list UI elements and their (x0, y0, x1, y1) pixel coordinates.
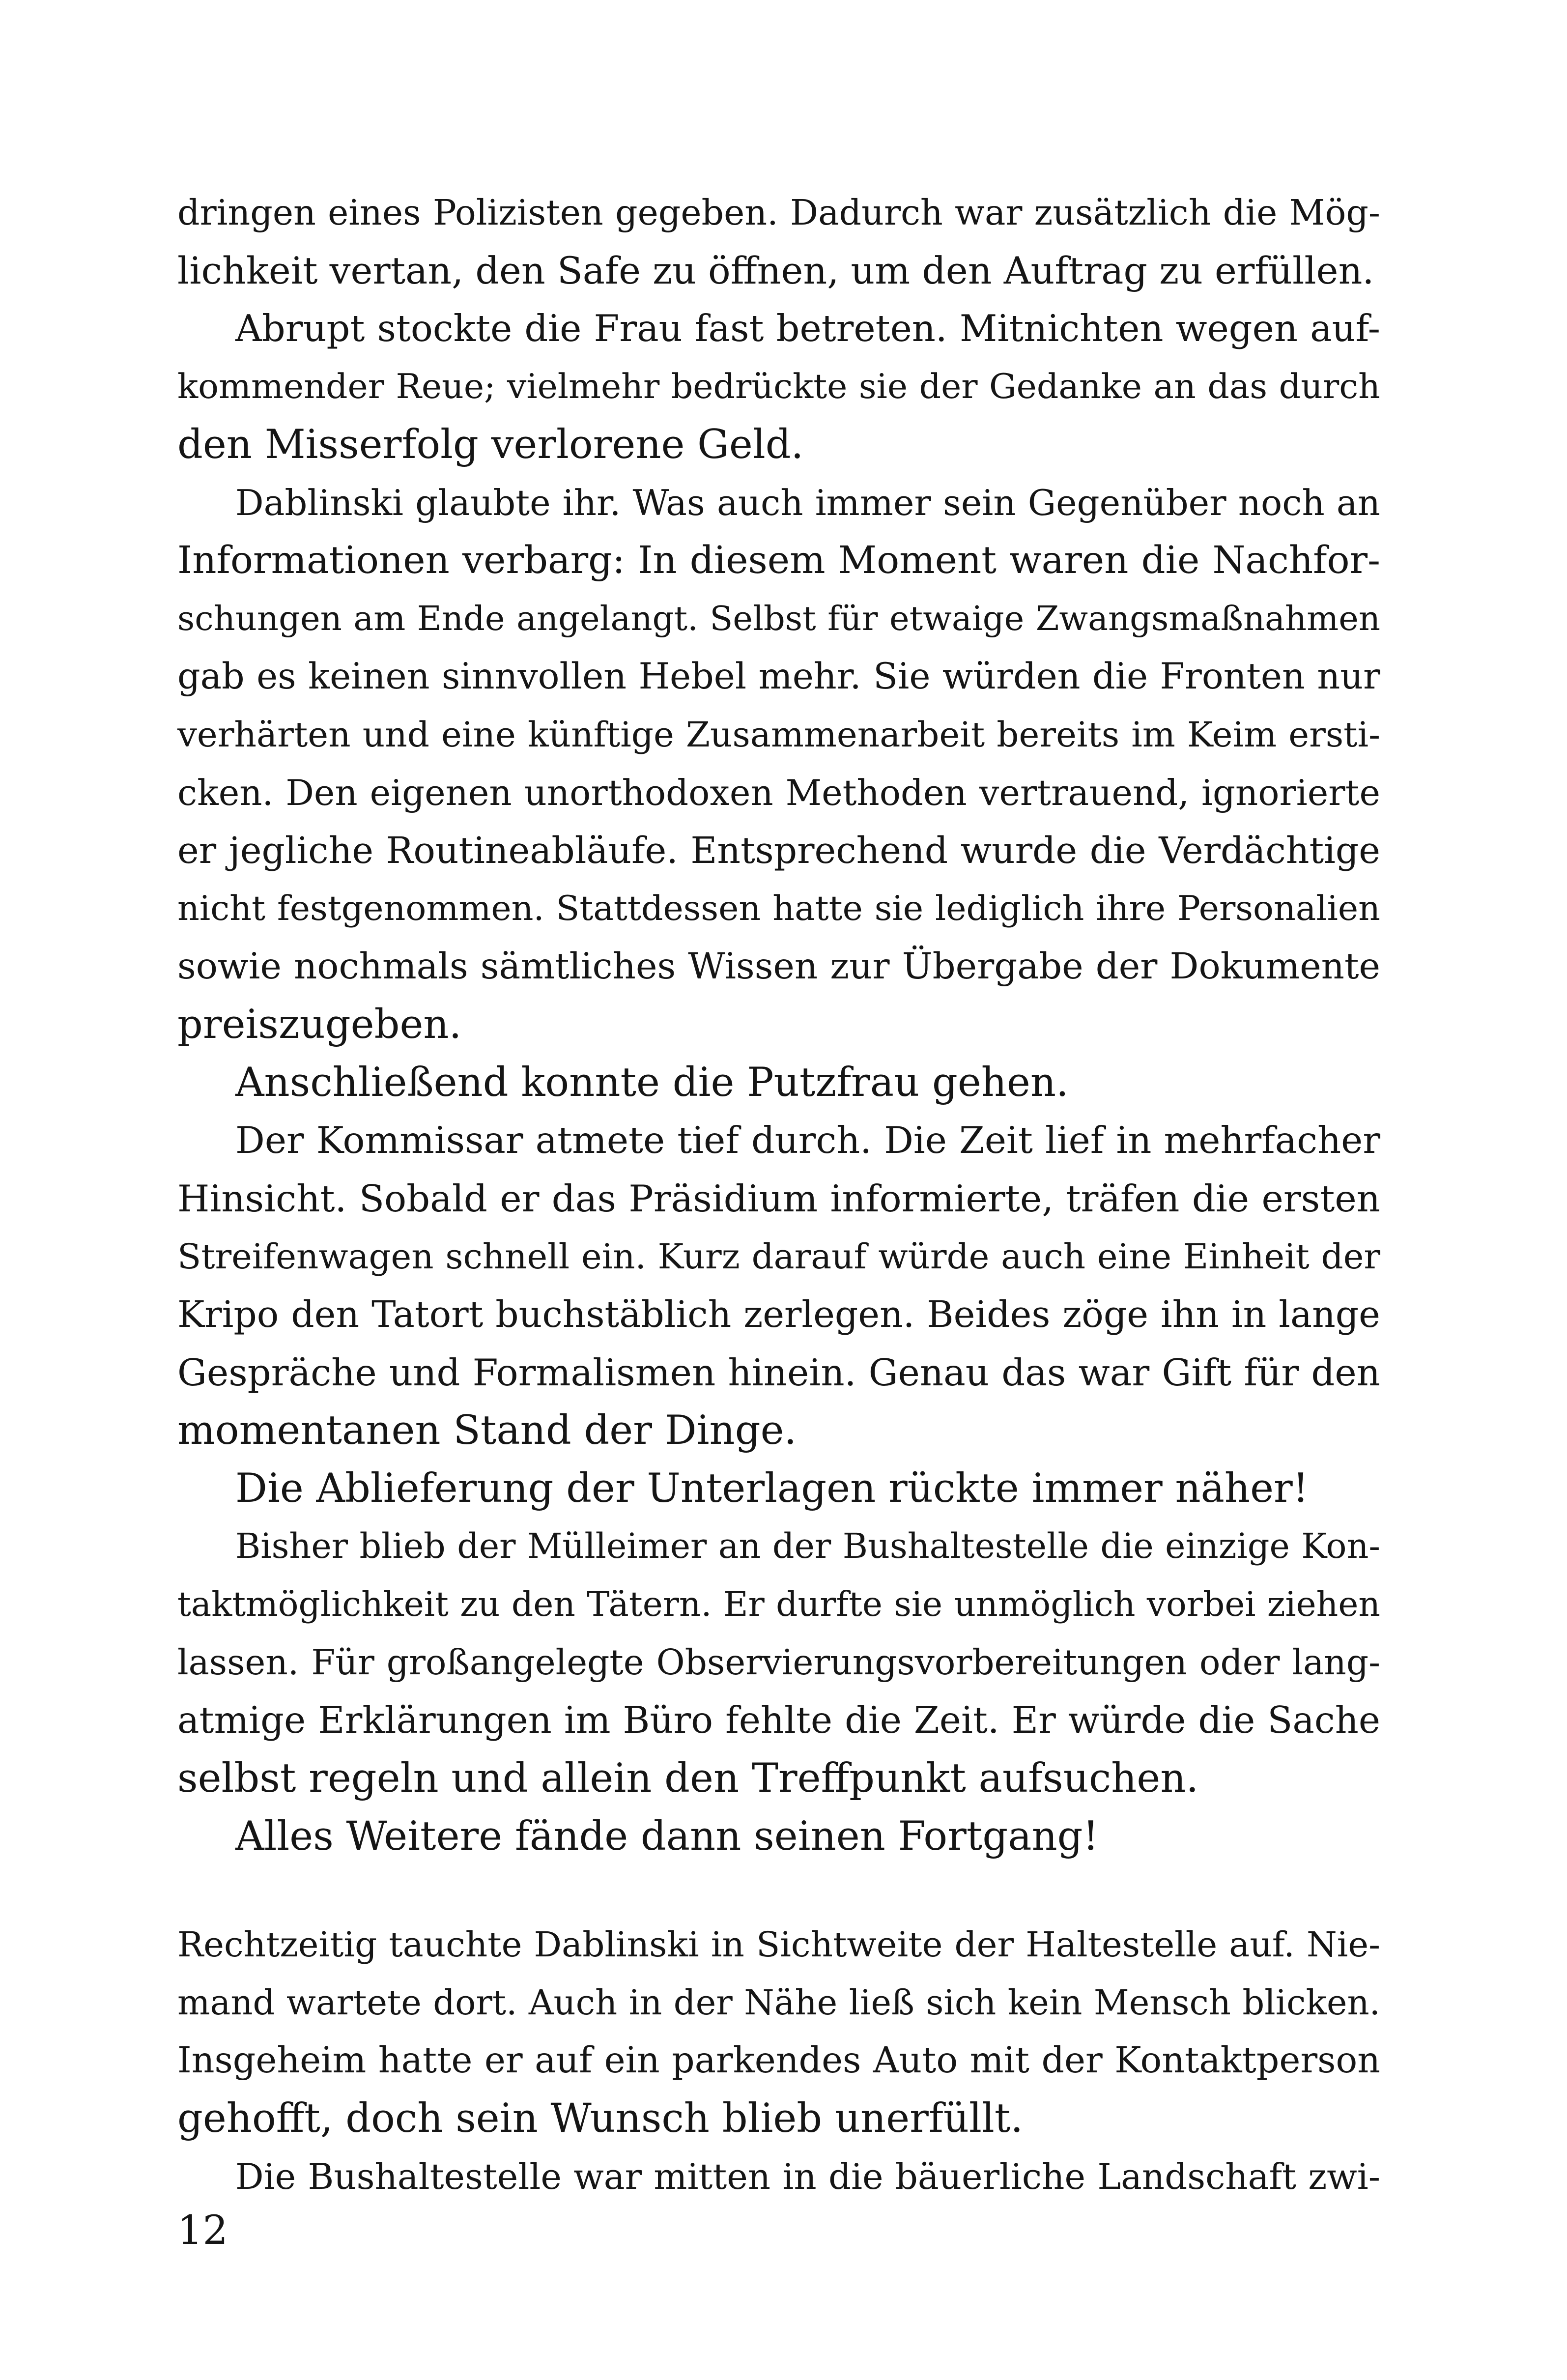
text-line: lassen. Für großangelegte Observierungsvorbereitungen oder lang- (177, 1642, 1380, 1683)
text-line: Insgeheim hatte er auf ein parkendes Auto mit der Kontaktperson (177, 2040, 1380, 2081)
text-line: Rechtzeitig tauchte Dablinski in Sichtweite der Haltestelle auf. Nie- (177, 1924, 1380, 1965)
text-line: Streifenwagen schnell ein. Kurz darauf würde auch eine Einheit der (177, 1236, 1380, 1277)
page-number: 12 (177, 2208, 228, 2254)
text-line: er jegliche Routineabläufe. Entsprechend wurde die Verdächtige (177, 830, 1380, 872)
text-line: Abrupt stockte die Frau fast betreten. Mitnichten wegen auf- (235, 307, 1380, 350)
text-line: Die Ablieferung der Unterlagen rückte immer näher! (235, 1465, 1309, 1512)
text-section-2 (177, 1916, 1380, 2206)
text-section-1 (177, 184, 1380, 1865)
text-line: sowie nochmals sämtliches Wissen zur Übergabe der Dokumente (177, 946, 1380, 987)
text-line: Bisher blieb der Mülleimer an der Bushaltestelle die einzige Kon- (235, 1526, 1380, 1566)
text-line: preiszugeben. (177, 1002, 462, 1048)
text-line: atmige Erklärungen im Büro fehlte die Zeit. Er würde die Sache (177, 1699, 1380, 1742)
text-line: lichkeit vertan, den Safe zu öffnen, um den Auftrag zu erfüllen. (177, 249, 1374, 292)
text-line: gab es keinen sinnvollen Hebel mehr. Sie würden die Fronten nur (177, 656, 1380, 697)
text-line: den Misserfolg verlorene Geld. (177, 422, 804, 468)
text-line: Hinsicht. Sobald er das Präsidium informierte, träfen die ersten (177, 1177, 1380, 1220)
text-line: taktmöglichkeit zu den Tätern. Er durfte sie unmöglich vorbei ziehen (177, 1585, 1380, 1624)
text-line: Der Kommissar atmete tief durch. Die Zeit lief in mehrfacher (235, 1119, 1380, 1162)
text-line: Informationen verbarg: In diesem Moment waren die Nachfor- (177, 539, 1380, 582)
text-line: kommender Reue; vielmehr bedrückte sie der Gedanke an das durch (177, 367, 1380, 406)
text-line: Anschließend konnte die Putzfrau gehen. (235, 1060, 1069, 1106)
text-line: momentanen Stand der Dinge. (177, 1407, 797, 1454)
text-line: dringen eines Polizisten gegeben. Dadurch war zusätzlich die Mög- (177, 192, 1380, 233)
text-line: Kripo den Tatort buchstäblich zerlegen. Beides zöge ihn in lange (177, 1293, 1380, 1336)
text-line: verhärten und eine künftige Zusammenarbeit bereits im Keim ersti- (177, 714, 1380, 755)
text-line: Gespräche und Formalismen hinein. Genau das war Gift für den (177, 1351, 1380, 1394)
text-line: Alles Weitere fände dann seinen Fortgang! (235, 1813, 1099, 1860)
text-line: cken. Den eigenen unorthodoxen Methoden vertrauend, ignorierte (177, 772, 1380, 813)
text-line: mand wartete dort. Auch in der Nähe ließ sich kein Mensch blicken. (177, 1982, 1380, 2023)
text-line: gehofft, doch sein Wunsch blieb unerfüllt. (177, 2095, 1024, 2142)
text-line: nicht festgenommen. Stattdessen hatte sie lediglich ihre Personalien (177, 889, 1380, 928)
text-line: selbst regeln und allein den Treffpunkt aufsuchen. (177, 1755, 1199, 1802)
text-line: Dablinski glaubte ihr. Was auch immer sein Gegenüber noch an (235, 482, 1380, 523)
text-line: Die Bushaltestelle war mitten in die bäuerliche Landschaft zwi- (235, 2156, 1380, 2197)
text-line: schungen am Ende angelangt. Selbst für etwaige Zwangsmaßnahmen (177, 599, 1380, 638)
